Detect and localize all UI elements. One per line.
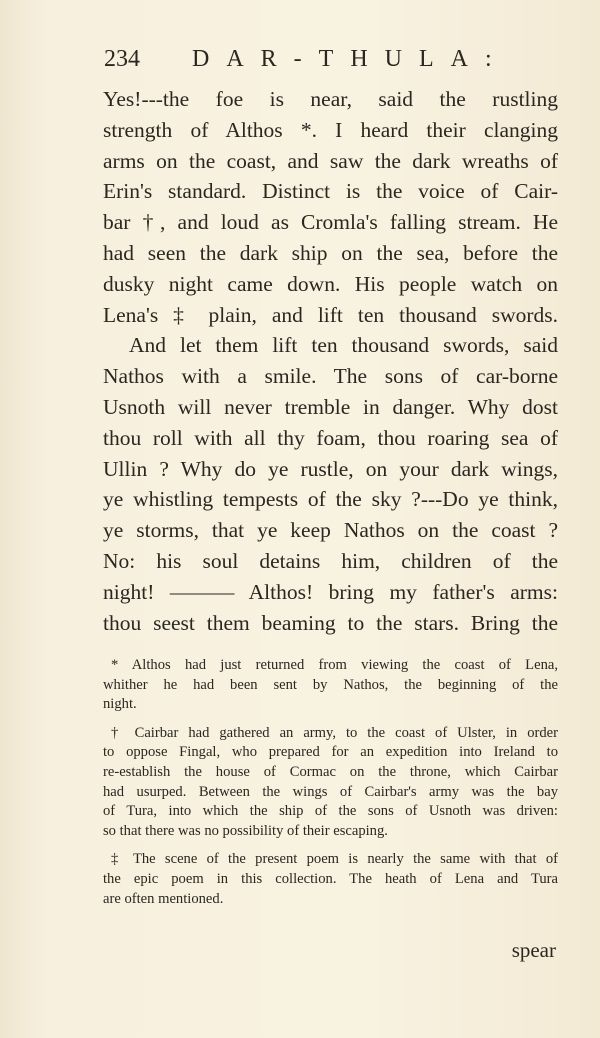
text-line: ye storms, that ye keep Nathos on the coast ? [103, 518, 558, 543]
catchword: spear [511, 938, 556, 962]
text-line: arms on the coast, and saw the dark wreaths of [103, 148, 558, 173]
footnote-line: * Althos had just returned from viewing the coast of Lena, [111, 657, 558, 673]
text-line: Erin's standard. Distinct is the voice of Cair- [103, 179, 558, 204]
running-title: DAR-THULA: [192, 46, 509, 72]
text-line: night! ——— Althos! bring my father's arms: [103, 579, 558, 604]
footnote-line: ‡ The scene of the present poem is nearly the same with that of [111, 851, 558, 868]
text-line: Ullin ? Why do ye rustle, on your dark wings, [103, 456, 558, 481]
footnote-line: the epic poem in this collection. The heath of Lena and Tura [103, 870, 558, 887]
text-line: Usnoth will never tremble in danger. Why dost [103, 394, 558, 419]
text-line: thou seest them beaming to the stars. Bring the [103, 610, 558, 635]
text-line: Yes!---the foe is near, said the rustling [103, 87, 558, 111]
footnote [103, 850, 558, 909]
footnote-line: night. [103, 696, 137, 713]
footnote-line: re-establish the house of Cormac on the throne, which Cairbar [103, 763, 558, 780]
text-line: dusky night came down. His people watch on [103, 271, 558, 296]
text-line: No: his soul detains him, children of the [103, 548, 558, 573]
footnote-line: to oppose Fingal, who prepared for an expedition into Ireland to [103, 744, 558, 761]
footnote-line: † Cairbar had gathered an army, to the coast of Ulster, in order [111, 724, 558, 741]
text-line: ye whistling tempests of the sky ?---Do ye think, [103, 487, 558, 512]
page-number: 234 [104, 46, 140, 72]
footnotes [103, 656, 558, 909]
body-text [103, 84, 558, 638]
footnote-line: of Tura, into which the ship of the sons of Usnoth was driven: [103, 803, 558, 820]
text-line: Nathos with a smile. The sons of car-borne [103, 364, 558, 389]
footnote-line: so that there was no possibility of their escaping. [103, 822, 388, 839]
footnote-line: are often mentioned. [103, 890, 224, 907]
footnote-line: whither he had been sent by Nathos, the beginning of the [103, 676, 558, 693]
text-line: Lena's ‡ plain, and lift ten thousand swords. [103, 302, 558, 327]
page-header [104, 46, 564, 78]
text-line: And let them lift ten thousand swords, said [129, 333, 558, 358]
text-line: thou roll with all thy foam, thou roaring sea of [103, 425, 558, 450]
footnote [103, 656, 558, 715]
text-line: bar †, and loud as Cromla's falling stream. He [103, 210, 558, 235]
footnote-line: had usurped. Between the wings of Cairbar's army was the bay [103, 783, 558, 800]
text-line: had seen the dark ship on the sea, before the [103, 240, 558, 265]
text-line: strength of Althos *. I heard their clanging [103, 117, 558, 142]
footnote [103, 724, 558, 842]
